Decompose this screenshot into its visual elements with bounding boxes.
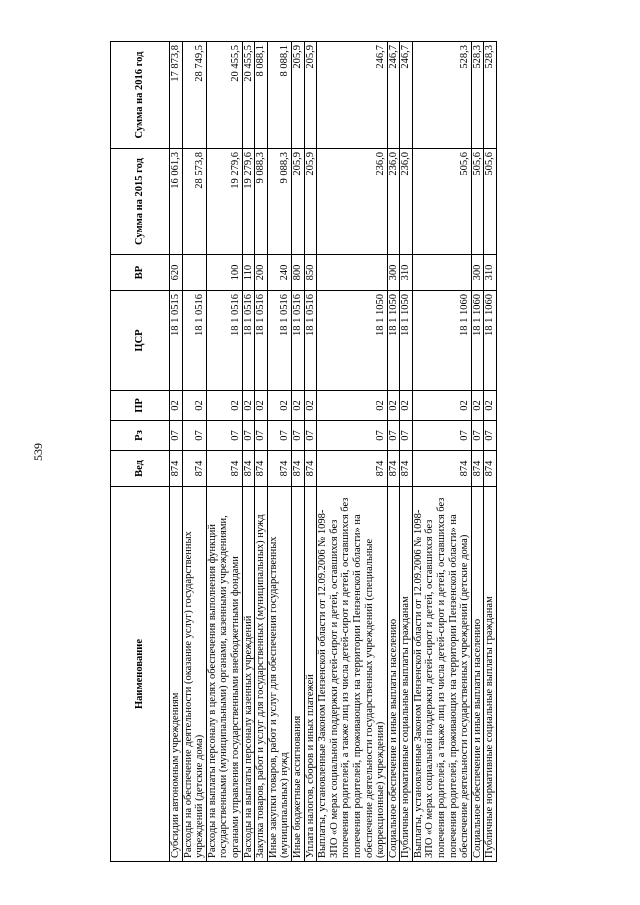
cell-sum2016: 246,7: [400, 42, 413, 149]
cell-pr: 02: [242, 391, 255, 421]
table-row: [170, 42, 183, 862]
cell-vr: 310: [400, 255, 413, 291]
cell-ved: 874: [484, 451, 497, 487]
table-row: [471, 42, 484, 862]
cell-vr: 110: [242, 255, 255, 291]
cell-sum2016: 205,9: [304, 42, 317, 149]
cell-ved: 874: [255, 451, 268, 487]
cell-vr: 240: [267, 255, 291, 291]
cell-name: Социальное обеспечение и иные выплаты населению: [471, 487, 484, 862]
cell-csr: 18 1 0516: [242, 291, 255, 391]
cell-pr: 02: [387, 391, 400, 421]
cell-csr: 18 1 1050: [400, 291, 413, 391]
cell-pr: 02: [400, 391, 413, 421]
cell-pr: 02: [170, 391, 183, 421]
cell-name: Выплаты, установленные Законом Пензенской области от 12.09.2006 № 1098-ЗПО «О мерах социальной поддержки детей-сирот и детей, оставшихся без попечения родителей, а также лиц из числа детей-сирот и детей, оставшихся без попечения родителей, проживающих на территории Пензенской области» на обеспечение деятельности государственных учреждений (детские дома): [412, 487, 471, 862]
cell-rz: 07: [400, 421, 413, 451]
cell-csr: 18 1 1060: [412, 291, 471, 391]
cell-rz: 07: [255, 421, 268, 451]
cell-pr: 02: [206, 391, 242, 421]
cell-pr: 02: [182, 391, 206, 421]
table-row: [317, 42, 388, 862]
cell-sum2015: 28 573,8: [182, 149, 206, 255]
cell-name: Расходы на выплаты персоналу в целях обеспечения выполнения функций государственными (муниципальными) органами, казенными учреждениями, органами управления государственными внебюджетными фондами: [206, 487, 242, 862]
cell-csr: 18 1 0516: [206, 291, 242, 391]
header-sum-2015: Сумма на 2015 год: [111, 149, 170, 255]
cell-vr: 100: [206, 255, 242, 291]
cell-ved: 874: [267, 451, 291, 487]
cell-sum2016: 8 088,1: [255, 42, 268, 149]
cell-sum2015: 9 088,3: [255, 149, 268, 255]
cell-sum2015: 236,0: [387, 149, 400, 255]
cell-rz: 07: [242, 421, 255, 451]
cell-ved: 874: [304, 451, 317, 487]
cell-vr: [182, 255, 206, 291]
cell-sum2015: 16 061,3: [170, 149, 183, 255]
cell-sum2016: 205,9: [291, 42, 304, 149]
cell-vr: 200: [255, 255, 268, 291]
cell-csr: 18 1 1050: [317, 291, 388, 391]
cell-csr: 18 1 0516: [255, 291, 268, 391]
cell-vr: 800: [291, 255, 304, 291]
header-pr: ПР: [111, 391, 170, 421]
cell-name: Расходы на обеспечение деятельности (оказание услуг) государственных учреждений (детские дома): [182, 487, 206, 862]
cell-name: Субсидии автономным учреждениям: [170, 487, 183, 862]
cell-ved: 874: [387, 451, 400, 487]
cell-csr: 18 1 1060: [484, 291, 497, 391]
table-row: [255, 42, 268, 862]
cell-name: Расходы на выплаты персоналу казенных учреждений: [242, 487, 255, 862]
cell-pr: 02: [412, 391, 471, 421]
cell-rz: 07: [206, 421, 242, 451]
cell-rz: 07: [412, 421, 471, 451]
cell-ved: 874: [471, 451, 484, 487]
cell-rz: 07: [484, 421, 497, 451]
cell-name: Уплата налогов, сборов и иных платежей: [304, 487, 317, 862]
header-name: Наименование: [111, 487, 170, 862]
cell-rz: 07: [471, 421, 484, 451]
cell-pr: 02: [267, 391, 291, 421]
cell-name: Социальное обеспечение и иные выплаты населению: [387, 487, 400, 862]
cell-ved: 874: [242, 451, 255, 487]
cell-rz: 07: [387, 421, 400, 451]
cell-ved: 874: [170, 451, 183, 487]
header-sum-2016: Сумма на 2016 год: [111, 42, 170, 149]
cell-name: Выплаты, установленные Законом Пензенской области от 12.09.2006 № 1098-ЗПО «О мерах социальной поддержки детей-сирот и детей, оставшихся без попечения родителей, а также лиц из числа детей-сирот и детей, оставшихся без попечения родителей, проживающих на территории Пензенской области» на обеспечение деятельности государственных учреждений (специальные (коррекционные) учреждения): [317, 487, 388, 862]
table-row: [412, 42, 471, 862]
cell-ved: 874: [412, 451, 471, 487]
cell-name: Закупка товаров, работ и услуг для государственных (муниципальных) нужд: [255, 487, 268, 862]
cell-rz: 07: [267, 421, 291, 451]
cell-sum2015: 236,0: [317, 149, 388, 255]
cell-sum2015: 9 088,3: [267, 149, 291, 255]
header-csr: ЦСР: [111, 291, 170, 391]
cell-ved: 874: [206, 451, 242, 487]
cell-sum2015: 205,9: [291, 149, 304, 255]
cell-vr: [412, 255, 471, 291]
cell-rz: 07: [304, 421, 317, 451]
cell-pr: 02: [291, 391, 304, 421]
cell-rz: 07: [170, 421, 183, 451]
cell-sum2016: 20 455,5: [242, 42, 255, 149]
cell-sum2015: 505,6: [471, 149, 484, 255]
cell-sum2015: 236,0: [400, 149, 413, 255]
cell-sum2015: 19 279,6: [242, 149, 255, 255]
table-row: [206, 42, 242, 862]
cell-sum2015: 19 279,6: [206, 149, 242, 255]
cell-sum2016: 528,3: [471, 42, 484, 149]
cell-name: Публичные нормативные социальные выплаты гражданам: [400, 487, 413, 862]
cell-name: Иные закупки товаров, работ и услуг для обеспечения государственных (муниципальных) нужд: [267, 487, 291, 862]
cell-sum2015: 505,6: [412, 149, 471, 255]
cell-ved: 874: [182, 451, 206, 487]
cell-sum2016: 246,7: [387, 42, 400, 149]
cell-sum2016: 8 088,1: [267, 42, 291, 149]
cell-sum2015: 205,9: [304, 149, 317, 255]
cell-rz: 07: [317, 421, 388, 451]
cell-pr: 02: [471, 391, 484, 421]
table-row: [387, 42, 400, 862]
cell-csr: 18 1 1060: [471, 291, 484, 391]
cell-vr: 620: [170, 255, 183, 291]
cell-vr: [317, 255, 388, 291]
table-row: [400, 42, 413, 862]
cell-vr: 300: [471, 255, 484, 291]
cell-rz: 07: [182, 421, 206, 451]
cell-vr: 850: [304, 255, 317, 291]
table-row: [484, 42, 497, 862]
cell-sum2016: 28 749,5: [182, 42, 206, 149]
budget-table: [110, 41, 497, 862]
cell-ved: 874: [400, 451, 413, 487]
cell-csr: 18 1 0516: [304, 291, 317, 391]
cell-name: Публичные нормативные социальные выплаты гражданам: [484, 487, 497, 862]
cell-csr: 18 1 0516: [267, 291, 291, 391]
cell-ved: 874: [291, 451, 304, 487]
cell-vr: 300: [387, 255, 400, 291]
cell-csr: 18 1 0516: [291, 291, 304, 391]
cell-csr: 18 1 1050: [387, 291, 400, 391]
cell-rz: 07: [291, 421, 304, 451]
table-row: [267, 42, 291, 862]
cell-name: Иные бюджетные ассигнования: [291, 487, 304, 862]
cell-sum2016: 17 873,8: [170, 42, 183, 149]
header-ved: Вед: [111, 451, 170, 487]
cell-sum2016: 20 455,5: [206, 42, 242, 149]
cell-pr: 02: [255, 391, 268, 421]
header-vr: ВР: [111, 255, 170, 291]
cell-sum2016: 528,3: [484, 42, 497, 149]
page-number: 539: [31, 443, 45, 461]
cell-ved: 874: [317, 451, 388, 487]
cell-sum2016: 528,3: [412, 42, 471, 149]
cell-sum2015: 505,6: [484, 149, 497, 255]
table-body: [170, 42, 497, 862]
cell-pr: 02: [484, 391, 497, 421]
rotated-page-content: [110, 42, 590, 862]
cell-pr: 02: [304, 391, 317, 421]
table-row: [304, 42, 317, 862]
cell-vr: 310: [484, 255, 497, 291]
table-row: [242, 42, 255, 862]
table-header-row: [111, 42, 170, 862]
table-row: [182, 42, 206, 862]
cell-csr: 18 1 0516: [182, 291, 206, 391]
cell-sum2016: 246,7: [317, 42, 388, 149]
cell-pr: 02: [317, 391, 388, 421]
cell-csr: 18 1 0515: [170, 291, 183, 391]
table-row: [291, 42, 304, 862]
header-rz: Рз: [111, 421, 170, 451]
